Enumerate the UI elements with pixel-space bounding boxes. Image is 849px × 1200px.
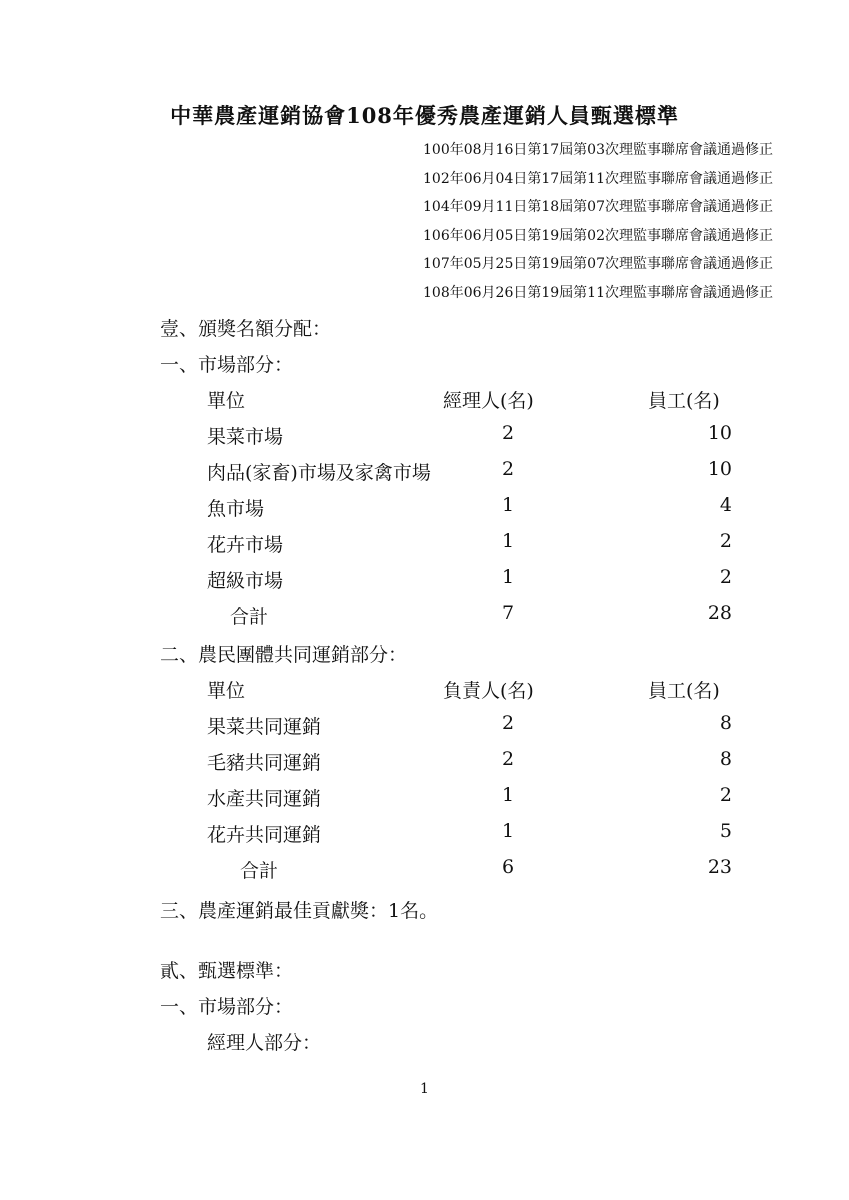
market-total-staff: 28 — [707, 602, 732, 624]
table-row-unit: 水產共同運銷 — [207, 788, 322, 810]
table-row-unit: 果菜市場 — [207, 426, 284, 448]
amendment-line: 108年06月26日第19屆第11次理監事聯席會議通過修正 — [423, 284, 773, 301]
table-row-staff: 8 — [719, 748, 732, 770]
table-row-staff: 10 — [707, 422, 732, 444]
farmer-col-staff: 員工(名) — [648, 680, 720, 702]
farmer-col-unit: 單位 — [207, 680, 246, 702]
amendment-line: 107年05月25日第19屆第07次理監事聯席會議通過修正 — [423, 256, 773, 273]
table-row-managers: 1 — [501, 566, 515, 588]
table-row-managers: 1 — [501, 530, 515, 552]
table-row-unit: 超級市場 — [207, 570, 284, 592]
table-row-staff: 5 — [719, 820, 732, 842]
table-row-unit: 花卉共同運銷 — [207, 824, 322, 846]
market-col-unit: 單位 — [207, 390, 246, 412]
part2-market-heading: 一、市場部分： — [160, 996, 294, 1018]
table-row-managers: 2 — [501, 422, 515, 444]
table-row-unit: 花卉市場 — [207, 534, 284, 556]
table-row-unit: 毛豬共同運銷 — [207, 752, 322, 774]
market-col-staff: 員工(名) — [648, 390, 720, 412]
table-row-managers: 2 — [501, 748, 515, 770]
page-number: 1 — [420, 1081, 429, 1097]
farmer-total-label: 合計 — [240, 860, 279, 882]
table-row-staff: 10 — [707, 458, 732, 480]
market-total-label: 合計 — [230, 606, 269, 628]
market-col-managers: 經理人(名) — [443, 390, 534, 412]
farmer-col-managers: 負責人(名) — [443, 680, 534, 702]
market-section-heading: 一、市場部分： — [160, 354, 294, 376]
amendment-line: 102年06月04日第17屆第11次理監事聯席會議通過修正 — [423, 170, 773, 187]
farmer-section-heading: 二、農民團體共同運銷部分： — [160, 644, 408, 666]
table-row-unit: 魚市場 — [207, 498, 265, 520]
table-row-staff: 2 — [719, 784, 732, 806]
table-row-managers: 1 — [501, 494, 515, 516]
market-total-managers: 7 — [501, 602, 515, 624]
table-row-staff: 2 — [719, 566, 732, 588]
table-row-staff: 2 — [719, 530, 732, 552]
table-row-staff: 4 — [719, 494, 732, 516]
part2-heading: 貳、甄選標準： — [160, 960, 294, 982]
farmer-total-staff: 23 — [707, 856, 732, 878]
amendment-line: 104年09月11日第18屆第07次理監事聯席會議通過修正 — [423, 199, 773, 216]
table-row-staff: 8 — [719, 712, 732, 734]
amendment-line: 106年06月05日第19屆第02次理監事聯席會議通過修正 — [423, 227, 773, 244]
amendment-line: 100年08月16日第17屆第03次理監事聯席會議通過修正 — [423, 142, 773, 158]
amendment-history — [253, 136, 773, 308]
part2-manager-heading: 經理人部分： — [207, 1032, 322, 1054]
part1-heading: 壹、頒獎名額分配： — [160, 318, 332, 340]
table-row-managers: 1 — [501, 784, 515, 806]
award-line: 三、農產運銷最佳貢獻獎：1名。 — [160, 900, 439, 922]
table-row-unit: 果菜共同運銷 — [207, 716, 322, 738]
table-row-managers: 2 — [501, 712, 515, 734]
document-title: 中華農產運銷協會108年優秀農產運銷人員甄選標準 — [170, 103, 679, 128]
farmer-total-managers: 6 — [501, 856, 515, 878]
table-row-unit: 肉品(家畜)市場及家禽市場 — [207, 462, 431, 484]
table-row-managers: 2 — [501, 458, 515, 480]
table-row-managers: 1 — [501, 820, 515, 842]
